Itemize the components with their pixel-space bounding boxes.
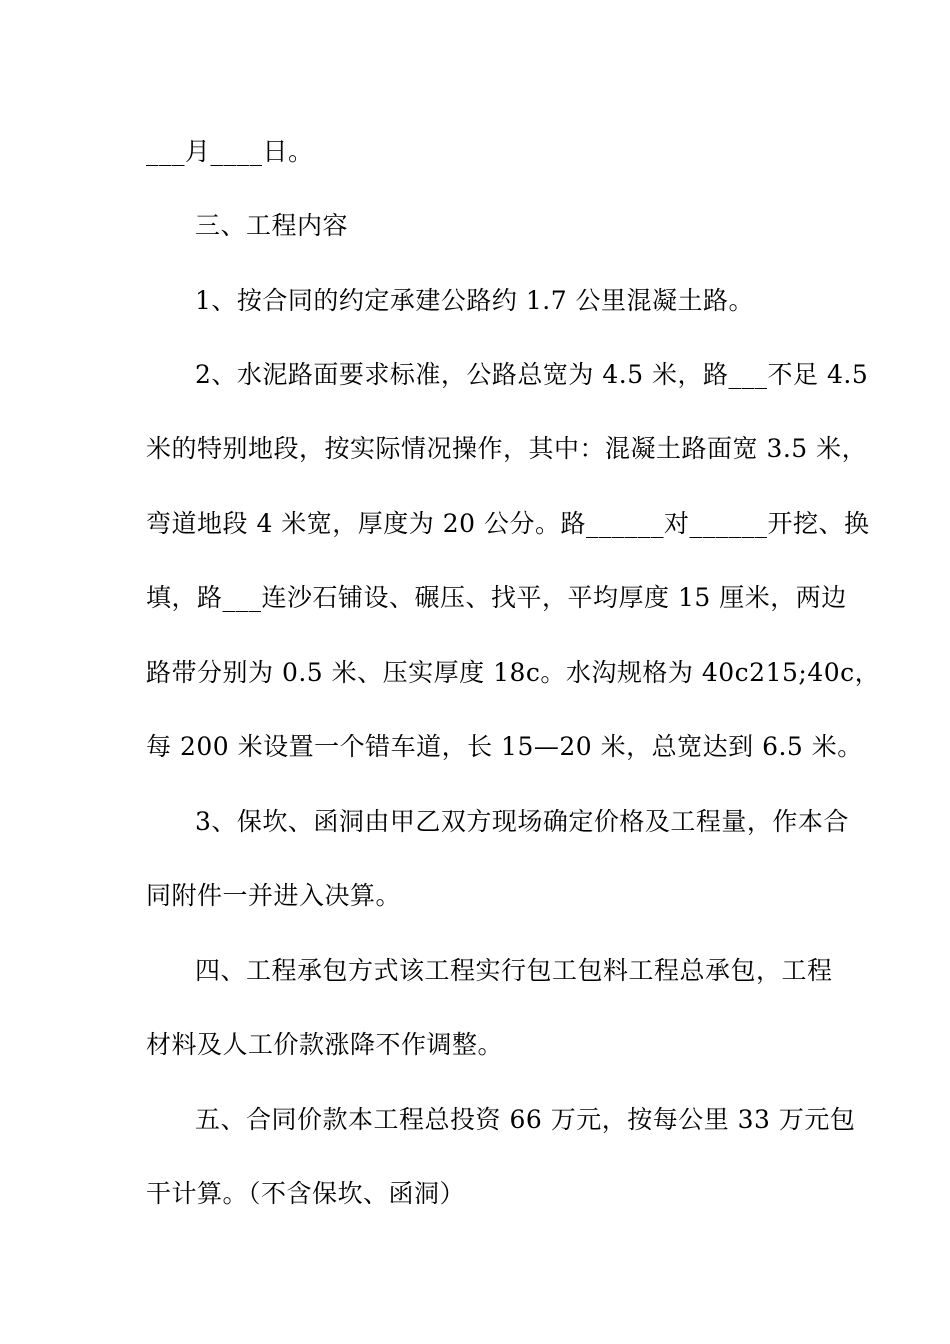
paragraph-1: 1、按合同的约定承建公路约 1.7 公里混凝土路。 bbox=[195, 286, 755, 315]
paragraph-2-line-1: 2、水泥路面要求标准，公路总宽为 4.5 米，路___不足 4.5 bbox=[195, 360, 869, 389]
section-4-line-2: 材料及人工价款涨降不作调整。 bbox=[146, 1030, 504, 1059]
section-heading-3: 三、工程内容 bbox=[195, 211, 349, 240]
paragraph-2-line-5: 路带分别为 0.5 米、压实厚度 18c。水沟规格为 40c215;40c， bbox=[146, 658, 881, 687]
section-5-line-2: 干计算。（不含保坎、函洞） bbox=[146, 1179, 466, 1208]
date-line: ___月____日。 bbox=[146, 137, 314, 166]
paragraph-2-line-4: 填，路___连沙石铺设、碾压、找平，平均厚度 15 厘米，两边 bbox=[146, 583, 847, 612]
section-5-line-1: 五、合同价款本工程总投资 66 万元，按每公里 33 万元包 bbox=[195, 1105, 856, 1134]
paragraph-3-line-1: 3、保坎、函洞由甲乙双方现场确定价格及工程量，作本合 bbox=[195, 807, 849, 836]
paragraph-2-line-2: 米的特别地段，按实际情况操作，其中：混凝土路面宽 3.5 米， bbox=[146, 434, 868, 463]
paragraph-2-line-3: 弯道地段 4 米宽，厚度为 20 公分。路______对______开挖、换 bbox=[146, 509, 870, 538]
section-4-line-1: 四、工程承包方式该工程实行包工包料工程总承包，工程 bbox=[195, 956, 833, 985]
paragraph-2-line-6: 每 200 米设置一个错车道，长 15—20 米，总宽达到 6.5 米。 bbox=[146, 732, 863, 761]
paragraph-3-line-2: 同附件一并进入决算。 bbox=[146, 881, 402, 910]
